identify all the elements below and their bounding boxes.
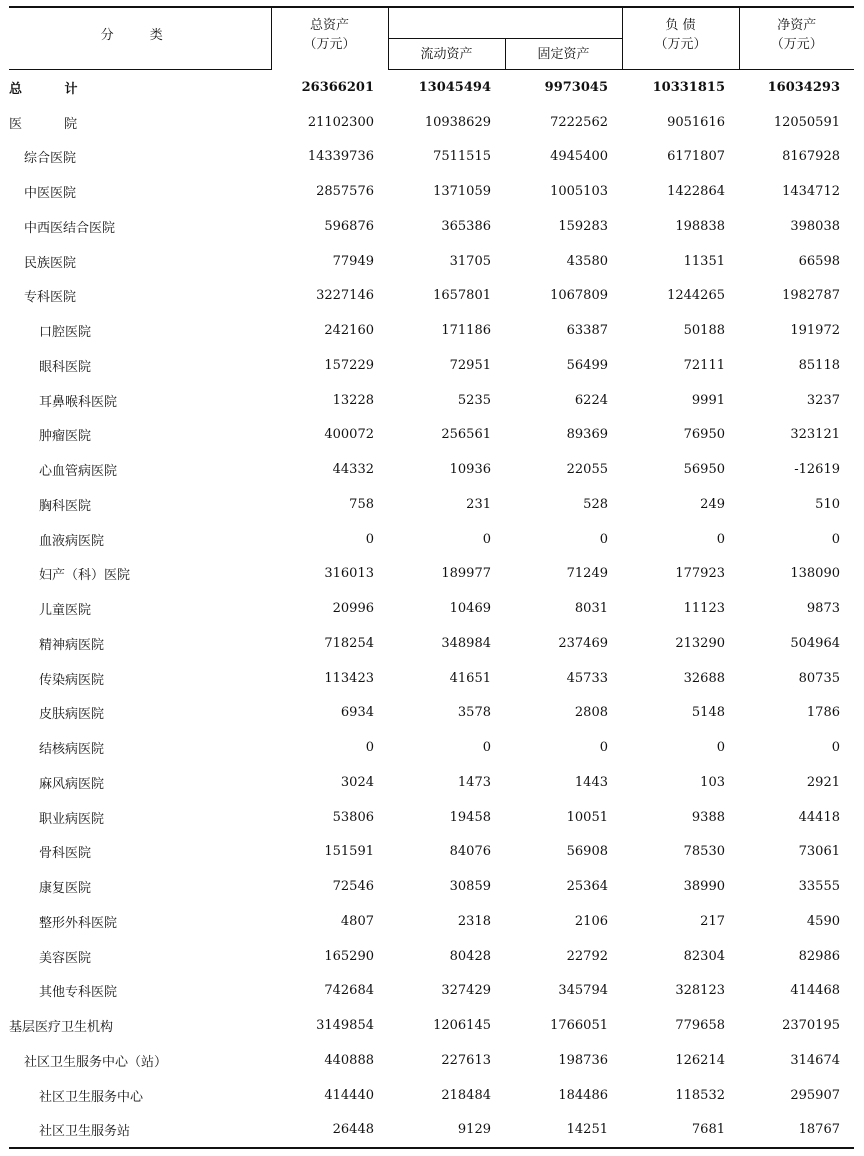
cell-fixed-assets: 10051 (566, 809, 608, 825)
cell-fixed-assets: 56499 (566, 357, 608, 373)
row-label: 其他专科医院 (39, 985, 118, 1001)
table-row (9, 244, 854, 279)
table-row (9, 904, 854, 939)
cell-fixed-assets: 63387 (566, 323, 608, 339)
table-row (9, 418, 854, 453)
cell-current-assets: 227613 (441, 1052, 491, 1068)
cell-total-assets: 4807 (340, 913, 374, 929)
cell-current-assets: 189977 (441, 566, 491, 582)
cell-current-assets: 327429 (441, 983, 491, 999)
cell-fixed-assets: 6224 (574, 392, 608, 408)
row-label: 康复医院 (39, 881, 92, 897)
row-label: 儿童医院 (39, 603, 92, 619)
row-label: 美容医院 (39, 950, 92, 966)
cell-net-assets: 295907 (790, 1087, 840, 1103)
row-label: 麻风病医院 (39, 776, 105, 792)
table-row (9, 209, 854, 244)
row-label: 耳鼻喉科医院 (39, 394, 118, 410)
header-current-assets: 流动资产 (388, 39, 505, 70)
cell-fixed-assets: 0 (599, 531, 608, 547)
cell-current-assets: 1206145 (433, 1018, 491, 1034)
cell-liabilities: 9991 (691, 392, 725, 408)
cell-net-assets: 85118 (798, 357, 840, 373)
row-label: 血液病医院 (39, 533, 105, 549)
cell-net-assets: 82986 (798, 948, 840, 964)
table-row (9, 1078, 854, 1113)
cell-total-assets: 157229 (324, 357, 374, 373)
cell-total-assets: 20996 (332, 601, 374, 617)
header-net-assets-label: 净资产 (777, 18, 817, 33)
cell-net-assets: 191972 (790, 323, 840, 339)
cell-fixed-assets: 43580 (566, 253, 608, 269)
cell-net-assets: 66598 (798, 253, 840, 269)
row-label: 眼科医院 (39, 359, 92, 375)
cell-current-assets: 19458 (449, 809, 491, 825)
table-row (9, 1008, 854, 1043)
table-row (9, 313, 854, 348)
table-row (9, 140, 854, 175)
cell-liabilities: 6171807 (667, 149, 725, 165)
cell-fixed-assets: 159283 (558, 218, 608, 234)
header-total-assets-unit: （万元） (303, 37, 356, 52)
header-liabilities-label: 负 债 (665, 18, 696, 33)
row-label: 妇产（科）医院 (39, 568, 131, 584)
table-row (9, 487, 854, 522)
table-row (9, 557, 854, 592)
cell-fixed-assets: 345794 (558, 983, 608, 999)
cell-net-assets: 1982787 (782, 288, 840, 304)
cell-net-assets: 73061 (798, 844, 840, 860)
cell-total-assets: 14339736 (307, 149, 374, 165)
table-row (9, 1043, 854, 1078)
cell-total-assets: 21102300 (307, 114, 374, 130)
cell-liabilities: 38990 (683, 879, 725, 895)
cell-total-assets: 400072 (324, 427, 374, 443)
cell-net-assets: 510 (815, 496, 840, 512)
cell-fixed-assets: 1443 (574, 774, 608, 790)
row-label: 专科医院 (24, 290, 77, 306)
cell-net-assets: 2921 (806, 774, 840, 790)
cell-current-assets: 80428 (449, 948, 491, 964)
cell-liabilities: 9051616 (667, 114, 725, 130)
cell-net-assets: 16034293 (767, 79, 840, 95)
table-row (9, 105, 854, 140)
cell-fixed-assets: 8031 (574, 601, 608, 617)
cell-net-assets: 0 (831, 740, 840, 756)
cell-liabilities: 126214 (675, 1052, 725, 1068)
cell-current-assets: 10469 (449, 601, 491, 617)
row-label: 医 院 (9, 116, 97, 132)
cell-net-assets: 2370195 (782, 1018, 840, 1034)
cell-current-assets: 171186 (441, 323, 491, 339)
cell-liabilities: 78530 (683, 844, 725, 860)
row-label: 肿瘤医院 (39, 429, 92, 445)
cell-total-assets: 440888 (324, 1052, 374, 1068)
cell-current-assets: 218484 (441, 1087, 491, 1103)
cell-total-assets: 742684 (324, 983, 374, 999)
cell-liabilities: 9388 (691, 809, 725, 825)
cell-total-assets: 242160 (324, 323, 374, 339)
cell-liabilities: 56950 (683, 462, 725, 478)
cell-fixed-assets: 237469 (558, 635, 608, 651)
header-net-assets (739, 7, 854, 70)
cell-total-assets: 44332 (332, 462, 374, 478)
row-label: 社区卫生服务中心（站） (24, 1054, 168, 1070)
row-label: 皮肤病医院 (39, 707, 105, 723)
table-row (9, 1113, 854, 1149)
table-row (9, 730, 854, 765)
cell-fixed-assets: 1005103 (550, 184, 608, 200)
row-label: 综合医院 (24, 151, 77, 167)
cell-net-assets: 80735 (798, 670, 840, 686)
table-row (9, 279, 854, 314)
cell-fixed-assets: 45733 (566, 670, 608, 686)
cell-current-assets: 256561 (441, 427, 491, 443)
table-row (9, 974, 854, 1009)
row-label: 传染病医院 (39, 672, 105, 688)
cell-fixed-assets: 71249 (566, 566, 608, 582)
table-row (9, 174, 854, 209)
table-row (9, 70, 854, 105)
cell-net-assets: -12619 (794, 462, 840, 478)
cell-net-assets: 504964 (790, 635, 840, 651)
cell-fixed-assets: 9973045 (544, 79, 608, 95)
cell-total-assets: 718254 (324, 635, 374, 651)
table-body (9, 70, 854, 1149)
cell-fixed-assets: 89369 (566, 427, 608, 443)
cell-liabilities: 1422864 (667, 184, 725, 200)
cell-fixed-assets: 0 (599, 740, 608, 756)
cell-fixed-assets: 14251 (505, 1113, 622, 1149)
table-row (9, 348, 854, 383)
cell-net-assets: 4590 (806, 913, 840, 929)
table-row (9, 661, 854, 696)
cell-current-assets: 7511515 (433, 149, 491, 165)
cell-net-assets: 9873 (806, 601, 840, 617)
cell-liabilities: 328123 (675, 983, 725, 999)
header-liabilities (622, 7, 739, 70)
cell-fixed-assets: 22792 (566, 948, 608, 964)
header-category: 分 类 (9, 7, 271, 70)
cell-net-assets: 3237 (806, 392, 840, 408)
cell-net-assets: 1434712 (782, 184, 840, 200)
cell-fixed-assets: 1067809 (550, 288, 608, 304)
cell-fixed-assets: 7222562 (550, 114, 608, 130)
cell-net-assets: 12050591 (773, 114, 840, 130)
cell-total-assets: 151591 (324, 844, 374, 860)
cell-total-assets: 3024 (340, 774, 374, 790)
cell-net-assets: 323121 (790, 427, 840, 443)
cell-current-assets: 5235 (457, 392, 491, 408)
cell-total-assets: 414440 (324, 1087, 374, 1103)
cell-net-assets: 8167928 (782, 149, 840, 165)
row-label: 职业病医院 (39, 811, 105, 827)
cell-liabilities: 10331815 (652, 79, 725, 95)
cell-liabilities: 7681 (622, 1113, 739, 1149)
cell-current-assets: 2318 (457, 913, 491, 929)
cell-total-assets: 165290 (324, 948, 374, 964)
cell-current-assets: 348984 (441, 635, 491, 651)
table-row (9, 452, 854, 487)
header-liabilities-unit: （万元） (654, 37, 707, 52)
cell-total-assets: 3149854 (316, 1018, 374, 1034)
row-label: 精神病医院 (39, 637, 105, 653)
table-row (9, 626, 854, 661)
cell-total-assets: 316013 (324, 566, 374, 582)
header-asset-breakdown-spacer (388, 7, 622, 39)
row-label: 胸科医院 (39, 498, 92, 514)
cell-current-assets: 10938629 (424, 114, 491, 130)
cell-current-assets: 84076 (449, 844, 491, 860)
table-row (9, 591, 854, 626)
cell-total-assets: 596876 (324, 218, 374, 234)
cell-total-assets: 0 (365, 531, 374, 547)
cell-current-assets: 41651 (449, 670, 491, 686)
cell-total-assets: 113423 (324, 670, 374, 686)
table-header (9, 7, 854, 70)
table-row (9, 765, 854, 800)
cell-current-assets: 10936 (449, 462, 491, 478)
table-row (9, 696, 854, 731)
cell-net-assets: 1786 (806, 705, 840, 721)
cell-current-assets: 231 (466, 496, 491, 512)
cell-liabilities: 5148 (691, 705, 725, 721)
cell-total-assets: 2857576 (316, 184, 374, 200)
cell-liabilities: 249 (700, 496, 725, 512)
cell-current-assets: 1657801 (433, 288, 491, 304)
row-label: 骨科医院 (39, 846, 92, 862)
cell-net-assets: 33555 (798, 879, 840, 895)
cell-liabilities: 76950 (683, 427, 725, 443)
cell-fixed-assets: 528 (583, 496, 608, 512)
cell-fixed-assets: 184486 (558, 1087, 608, 1103)
cell-current-assets: 30859 (449, 879, 491, 895)
assets-table-page (9, 6, 854, 1149)
cell-net-assets: 138090 (790, 566, 840, 582)
cell-total-assets: 0 (365, 740, 374, 756)
row-label: 中西医结合医院 (24, 220, 116, 236)
cell-current-assets: 31705 (449, 253, 491, 269)
cell-liabilities: 72111 (683, 357, 725, 373)
cell-current-assets: 365386 (441, 218, 491, 234)
header-fixed-assets: 固定资产 (505, 39, 622, 70)
cell-fixed-assets: 56908 (566, 844, 608, 860)
cell-fixed-assets: 4945400 (550, 149, 608, 165)
row-label: 社区卫生服务中心 (39, 1089, 144, 1105)
cell-fixed-assets: 198736 (558, 1052, 608, 1068)
row-label: 总 计 (9, 81, 97, 97)
cell-net-assets: 0 (831, 531, 840, 547)
cell-total-assets: 26366201 (301, 79, 374, 95)
cell-total-assets: 3227146 (316, 288, 374, 304)
cell-liabilities: 32688 (683, 670, 725, 686)
row-label: 社区卫生服务站 (9, 1113, 271, 1149)
cell-current-assets: 1371059 (433, 184, 491, 200)
cell-fixed-assets: 2808 (574, 705, 608, 721)
cell-liabilities: 11351 (683, 253, 725, 269)
cell-net-assets: 314674 (790, 1052, 840, 1068)
header-total-assets (271, 7, 388, 70)
cell-total-assets: 26448 (271, 1113, 388, 1149)
cell-net-assets: 44418 (798, 809, 840, 825)
cell-liabilities: 779658 (675, 1018, 725, 1034)
cell-liabilities: 11123 (683, 601, 725, 617)
cell-current-assets: 3578 (457, 705, 491, 721)
cell-liabilities: 1244265 (667, 288, 725, 304)
row-label: 基层医疗卫生机构 (9, 1020, 114, 1036)
cell-total-assets: 6934 (340, 705, 374, 721)
cell-liabilities: 177923 (675, 566, 725, 582)
cell-liabilities: 217 (700, 913, 725, 929)
cell-current-assets: 0 (482, 740, 491, 756)
row-label: 结核病医院 (39, 742, 105, 758)
cell-total-assets: 72546 (332, 879, 374, 895)
cell-net-assets: 414468 (790, 983, 840, 999)
cell-current-assets: 9129 (388, 1113, 505, 1149)
cell-fixed-assets: 2106 (574, 913, 608, 929)
cell-net-assets: 398038 (790, 218, 840, 234)
cell-liabilities: 0 (716, 531, 725, 547)
cell-liabilities: 118532 (675, 1087, 725, 1103)
row-label: 心血管病医院 (39, 464, 118, 480)
cell-liabilities: 198838 (675, 218, 725, 234)
cell-net-assets: 18767 (739, 1113, 854, 1149)
cell-current-assets: 0 (482, 531, 491, 547)
table-row (9, 835, 854, 870)
table-row (9, 522, 854, 557)
cell-total-assets: 53806 (332, 809, 374, 825)
cell-fixed-assets: 25364 (566, 879, 608, 895)
cell-current-assets: 13045494 (418, 79, 491, 95)
cell-total-assets: 758 (349, 496, 374, 512)
table-row (9, 939, 854, 974)
cell-current-assets: 72951 (449, 357, 491, 373)
header-net-assets-unit: （万元） (770, 37, 823, 52)
cell-liabilities: 213290 (675, 635, 725, 651)
cell-fixed-assets: 22055 (566, 462, 608, 478)
table-row (9, 383, 854, 418)
assets-table (9, 6, 854, 1149)
row-label: 整形外科医院 (39, 915, 118, 931)
cell-total-assets: 13228 (332, 392, 374, 408)
row-label: 中医医院 (24, 186, 77, 202)
cell-current-assets: 1473 (457, 774, 491, 790)
cell-liabilities: 103 (700, 774, 725, 790)
cell-liabilities: 82304 (683, 948, 725, 964)
table-row (9, 800, 854, 835)
row-label: 民族医院 (24, 255, 77, 271)
cell-total-assets: 77949 (332, 253, 374, 269)
row-label: 口腔医院 (39, 325, 92, 341)
cell-fixed-assets: 1766051 (550, 1018, 608, 1034)
cell-liabilities: 50188 (683, 323, 725, 339)
table-row (9, 869, 854, 904)
header-total-assets-label: 总资产 (309, 18, 349, 33)
cell-liabilities: 0 (716, 740, 725, 756)
